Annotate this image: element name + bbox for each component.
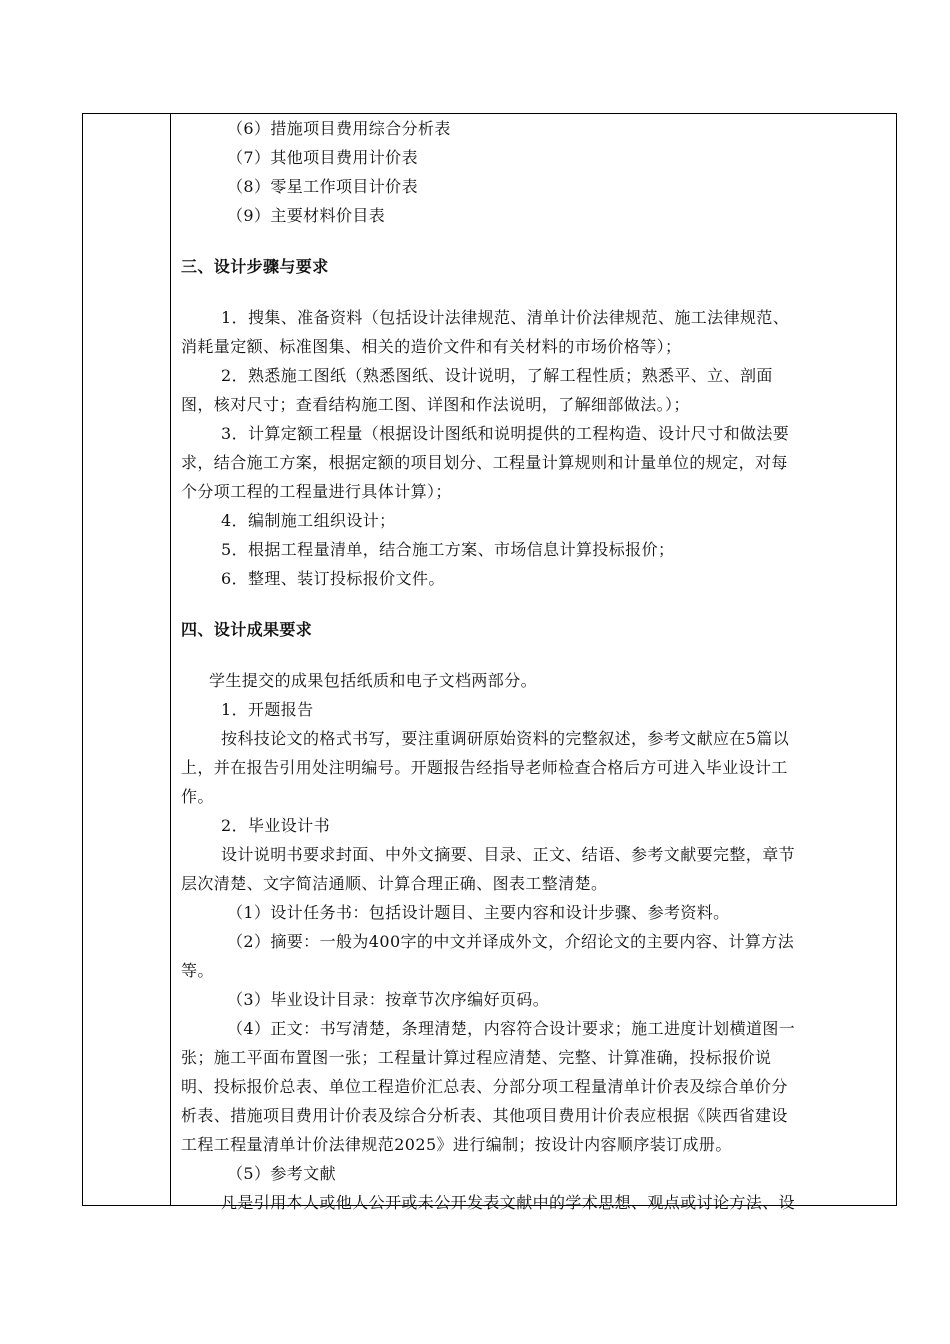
paragraph-line: 1．开题报告	[221, 700, 314, 719]
paragraph-line: （3）毕业设计目录：按章节次序编好页码。	[227, 990, 550, 1009]
paragraph-line: 5．根据工程量清单，结合施工方案、市场信息计算投标报价；	[221, 540, 675, 559]
paragraph-line: 4．编制施工组织设计；	[221, 511, 396, 530]
content-cell	[181, 114, 891, 1217]
paragraph-line: 学生提交的成果包括纸质和电子文档两部分。	[209, 671, 538, 690]
paragraph-line: 凡是引用本人或他人公开或未公开发表文献中的学术思想、观点或讨论方法、设	[221, 1193, 796, 1212]
form-table	[82, 113, 897, 1212]
paragraph-line: 6．整理、装订投标报价文件。	[221, 569, 445, 588]
paragraph-line: 张；施工平面布置图一张；工程量计算过程应清楚、完整、计算准确，投标报价说	[181, 1048, 772, 1067]
section-heading-deliverables: 四、设计成果要求	[181, 620, 313, 639]
paragraph-line: （2）摘要：一般为400字的中文并译成外文，介绍论文的主要内容、计算方法	[227, 932, 795, 951]
paragraph-line: 2．毕业设计书	[221, 816, 330, 835]
paragraph-line: 等。	[181, 961, 214, 980]
paragraph-line: 层次清楚、文字简洁通顺、计算合理正确、图表工整清楚。	[181, 874, 608, 893]
list-item: （7）其他项目费用计价表	[227, 148, 418, 167]
list-item: （6）措施项目费用综合分析表	[227, 119, 451, 138]
paragraph-line: 按科技论文的格式书写，要注重调研原始资料的完整叙述，参考文献应在5篇以	[221, 729, 790, 748]
paragraph-line: 设计说明书要求封面、中外文摘要、目录、正文、结语、参考文献要完整，章节	[221, 845, 796, 864]
spacer	[181, 593, 891, 615]
paragraph-line: 求，结合施工方案，根据定额的项目划分、工程量计算规则和计量单位的规定，对每	[181, 453, 788, 472]
paragraph-line: 作。	[181, 787, 214, 806]
paragraph-line: 1．搜集、准备资料（包括设计法律规范、清单计价法律规范、施工法律规范、	[221, 308, 790, 327]
paragraph-line: （1）设计任务书：包括设计题目、主要内容和设计步骤、参考资料。	[227, 903, 730, 922]
paragraph-line: 明、投标报价总表、单位工程造价汇总表、分部分项工程量清单计价表及综合单价分	[181, 1077, 788, 1096]
section-heading-steps: 三、设计步骤与要求	[181, 257, 329, 276]
paragraph-line: （4）正文：书写清楚，条理清楚，内容符合设计要求；施工进度计划横道图一	[227, 1019, 796, 1038]
paragraph-line: （5）参考文献	[227, 1164, 336, 1183]
list-item: （8）零星工作项目计价表	[227, 177, 418, 196]
column-divider	[170, 114, 171, 1205]
paragraph-line: 析表、措施项目费用计价表及综合分析表、其他项目费用计价表应根据《陕西省建设	[181, 1106, 788, 1125]
list-item: （9）主要材料价目表	[227, 206, 386, 225]
paragraph-line: 图，核对尺寸；查看结构施工图、详图和作法说明，了解细部做法。）；	[181, 395, 690, 414]
spacer	[181, 230, 891, 252]
paragraph-line: 3．计算定额工程量（根据设计图纸和说明提供的工程构造、设计尺寸和做法要	[221, 424, 790, 443]
paragraph-line: 2．熟悉施工图纸（熟悉图纸、设计说明，了解工程性质；熟悉平、立、剖面	[221, 366, 773, 385]
paragraph-line: 上，并在报告引用处注明编号。开题报告经指导老师检查合格后方可进入毕业设计工	[181, 758, 788, 777]
spacer	[181, 281, 891, 303]
paragraph-line: 工程工程量清单计价法律规范2025》进行编制；按设计内容顺序装订成册。	[181, 1135, 732, 1154]
paragraph-line: 个分项工程的工程量进行具体计算）；	[181, 482, 452, 501]
paragraph-line: 消耗量定额、标准图集、相关的造价文件和有关材料的市场价格等）；	[181, 337, 682, 356]
spacer	[181, 644, 891, 666]
